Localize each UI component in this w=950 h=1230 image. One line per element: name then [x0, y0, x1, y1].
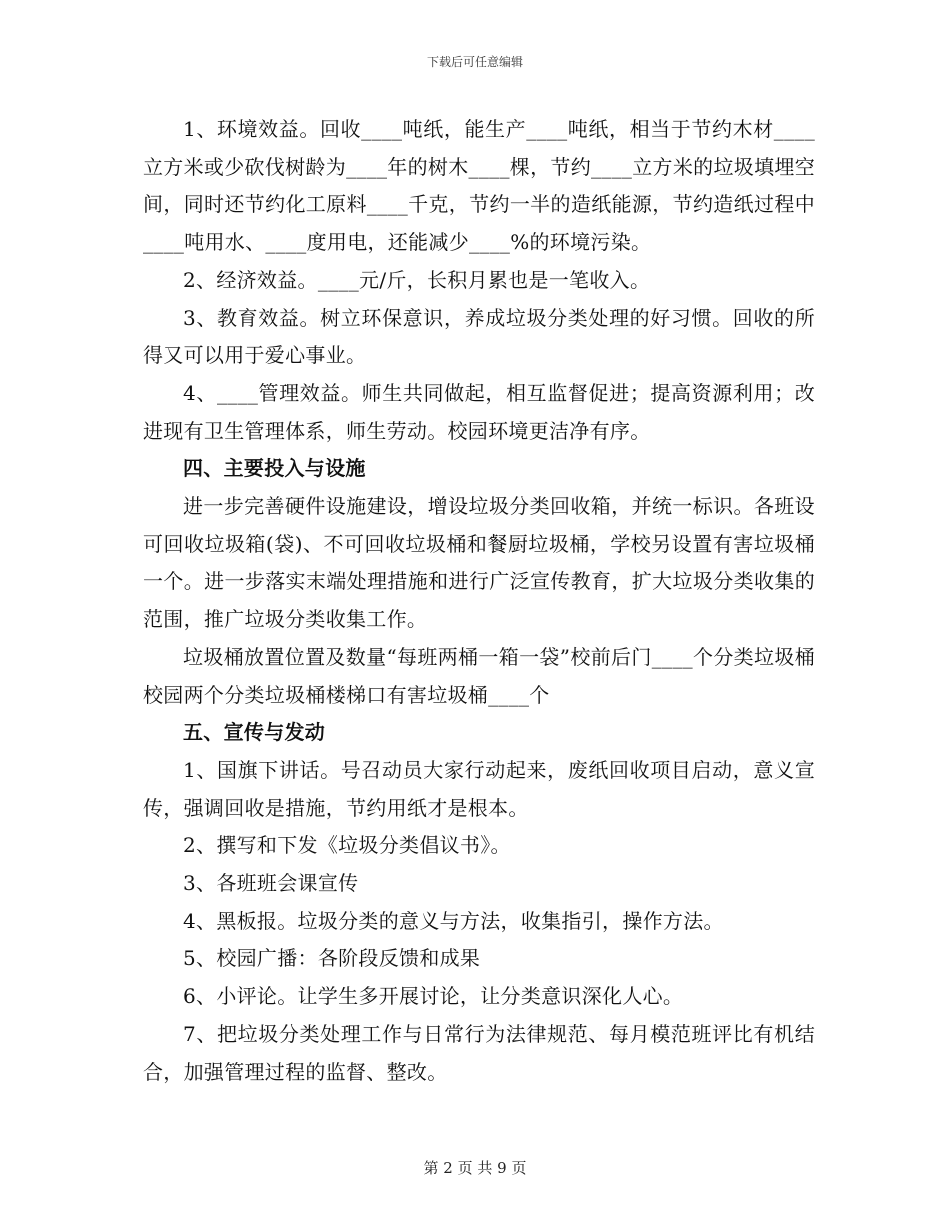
list-item-commentary: 6、小评论。让学生多开展讨论，让分类意识深化人心。	[183, 984, 684, 1009]
list-item-blackboard: 4、黑板报。垃圾分类的意义与方法，收集指引，操作方法。	[183, 908, 724, 933]
paragraph-management-benefit: 4、____管理效益。师生共同做起，相互监督促进；提高资源利用；改进现有卫生管理体系，师生劳动。校园环境更洁净有序。	[143, 380, 815, 443]
page-footer: 第 2 页 共 9 页	[423, 1159, 527, 1177]
paragraph-facilities: 进一步完善硬件设施建设，增设垃圾分类回收箱，并统一标识。各班设可回收垃圾箱(袋)、不可回收垃圾桶和餐厨垃圾桶，学校另设置有害垃圾桶一个。进一步落实末端处理措施和进行广泛宣传教育，扩大垃圾分类收集的范围，推广垃圾分类收集工作。	[143, 494, 815, 632]
document-body	[143, 111, 815, 1091]
paragraph-bin-placement: 垃圾桶放置位置及数量“每班两桶一箱一袋”校前后门____个分类垃圾桶校园两个分类垃圾桶楼梯口有害垃圾桶____个	[143, 644, 815, 707]
page-header: 下载后可任意编辑	[426, 55, 523, 69]
list-item-proposal: 2、撰写和下发《垃圾分类倡议书》。	[183, 833, 511, 858]
section-heading-investment: 四、主要投入与设施	[183, 456, 366, 481]
section-heading-publicity: 五、宣传与发动	[183, 720, 326, 745]
paragraph-economic-benefit: 2、经济效益。____元/斤，长积月累也是一笔收入。	[183, 267, 651, 292]
list-item-campus-radio: 5、校园广播：各阶段反馈和成果	[183, 946, 481, 971]
list-item-flag-speech: 1、国旗下讲话。号召动员大家行动起来，废纸回收项目启动，意义宣传，强调回收是措施，节约用纸才是根本。	[143, 757, 815, 820]
paragraph-education-benefit: 3、教育效益。树立环保意识，养成垃圾分类处理的好习惯。回收的所得又可以用于爱心事业。	[143, 305, 815, 368]
paragraph-environmental-benefit: 1、环境效益。回收____吨纸，能生产____吨纸，相当于节约木材____立方米或少砍伐树龄为____年的树木____棵，节约____立方米的垃圾填埋空间，同时还节约化工原料____千克，节约一半的造纸能源，节约造纸过程中____吨用水、____度用电，还能减少____%的环境污染。	[143, 117, 815, 255]
list-item-class-meeting: 3、各班班会课宣传	[183, 871, 359, 896]
list-item-integration: 7、把垃圾分类处理工作与日常行为法律规范、每月模范班评比有机结合，加强管理过程的监督、整改。	[143, 1021, 815, 1084]
